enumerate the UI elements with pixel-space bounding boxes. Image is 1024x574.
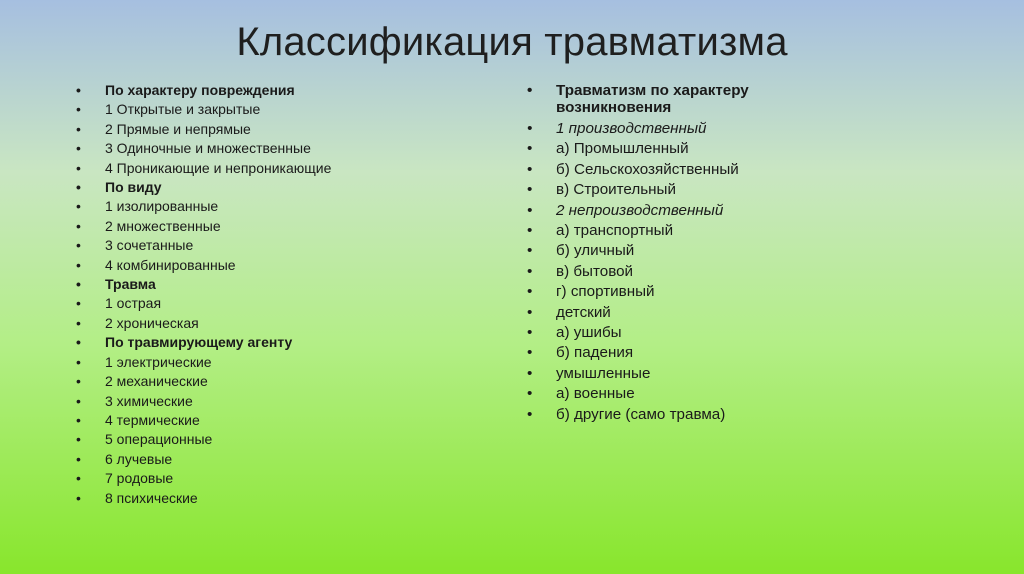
list-item: • детский	[527, 303, 827, 323]
list-item: • а) ушибы	[527, 323, 827, 343]
list-item: • По характеру повреждения	[76, 81, 496, 100]
list-item: • 1 Открытые и закрытые	[76, 100, 496, 119]
list-item: • Травматизм по характеру возникновения	[527, 82, 827, 116]
list-item: • 4 Проникающие и непроникающие	[76, 159, 496, 178]
list-item: • в) Строительный	[527, 180, 827, 200]
list-item: • 1 изолированные	[76, 197, 496, 216]
list-item: • 7 родовые	[76, 469, 496, 488]
list-item: • По травмирующему агенту	[76, 333, 496, 352]
list-item: • а) Промышленный	[527, 139, 827, 159]
list-item: • б) другие (само травма)	[527, 405, 827, 425]
list-item: • 1 электрические	[76, 353, 496, 372]
slide-title: Классификация травматизма	[236, 20, 788, 64]
list-item: • 1 острая	[76, 294, 496, 313]
left-bullet-list	[76, 81, 496, 508]
list-item: • 2 хроническая	[76, 314, 496, 333]
list-item: • б) падения	[527, 343, 827, 363]
list-item: • 3 сочетанные	[76, 236, 496, 255]
list-item: • 1 производственный	[527, 119, 827, 139]
list-item: • 4 термические	[76, 411, 496, 430]
list-item: • в) бытовой	[527, 262, 827, 282]
list-item: • По виду	[76, 178, 496, 197]
list-item: • 4 комбинированные	[76, 256, 496, 275]
list-item: • 3 Одиночные и множественные	[76, 139, 496, 158]
list-item: • а) военные	[527, 384, 827, 404]
list-item: • а) транспортный	[527, 221, 827, 241]
list-item: • Травма	[76, 275, 496, 294]
list-item: • 8 психические	[76, 489, 496, 508]
list-item: • 2 механические	[76, 372, 496, 391]
list-item: • умышленные	[527, 364, 827, 384]
list-item: • 2 Прямые и непрямые	[76, 120, 496, 139]
list-item: • 5 операционные	[76, 430, 496, 449]
list-item: • 2 множественные	[76, 217, 496, 236]
list-item: • 3 химические	[76, 392, 496, 411]
list-item: • 6 лучевые	[76, 450, 496, 469]
list-item: • 2 непроизводственный	[527, 201, 827, 221]
list-item: • б) Сельскохозяйственный	[527, 160, 827, 180]
list-item: • г) спортивный	[527, 282, 827, 302]
right-bullet-list	[527, 82, 827, 425]
list-item: • б) уличный	[527, 241, 827, 261]
